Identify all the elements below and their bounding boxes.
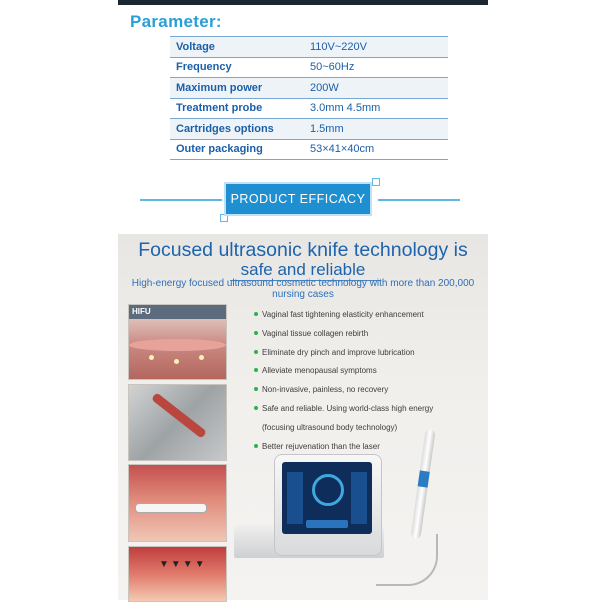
bullet-icon (254, 331, 258, 335)
list-item: Non-invasive, painless, no recovery (254, 385, 484, 394)
divider-right (378, 199, 460, 201)
param-value: 3.0mm 4.5mm (304, 98, 448, 119)
table-row (170, 78, 448, 99)
list-item: Better rejuvenation than the laser (254, 442, 484, 451)
list-item: Vaginal fast tightening elasticity enhancement (254, 310, 484, 319)
device-cable (376, 534, 438, 586)
gauge-icon (312, 474, 344, 506)
probe-anatomy-image (128, 384, 227, 461)
bullet-icon (254, 368, 258, 372)
corner-decoration (372, 178, 380, 186)
probe-insertion-image (128, 464, 227, 542)
divider-left (140, 199, 222, 201)
parameter-title: Parameter: (130, 12, 222, 31)
param-value: 50~60Hz (304, 57, 448, 78)
hifu-skin-layers-image (128, 304, 227, 380)
top-bar (118, 0, 488, 5)
headline-line2: safe and reliable (240, 260, 366, 279)
table-row (170, 139, 448, 160)
list-item: Vaginal tissue collagen rebirth (254, 329, 484, 338)
bullet-icon (254, 444, 258, 448)
table-row (170, 57, 448, 78)
table-row (170, 98, 448, 119)
headline-subtitle: High-energy focused ultrasound cosmetic technology with more than 200,000 nursing cases (131, 278, 475, 300)
param-value: 53×41×40cm (304, 139, 448, 160)
bullet-icon (254, 406, 258, 410)
bullet-icon (254, 387, 258, 391)
param-value: 110V~220V (304, 37, 448, 58)
list-item: Safe and reliable. Using world-class high energy (254, 404, 484, 413)
table-row (170, 37, 448, 58)
param-key: Frequency (176, 61, 232, 74)
product-efficacy-label: PRODUCT EFFICACY (224, 182, 372, 216)
image-caption: HIFU (132, 307, 151, 316)
param-key: Maximum power (176, 81, 263, 94)
feature-list (254, 310, 484, 460)
bullet-icon (254, 350, 258, 354)
param-key: Treatment probe (176, 102, 263, 115)
list-item: Eliminate dry pinch and improve lubrication (254, 348, 484, 357)
param-value: 1.5mm (304, 119, 448, 140)
parameter-table (170, 36, 448, 160)
param-key: Cartridges options (176, 122, 274, 135)
tissue-treatment-image: ▼▼▼▼ (128, 546, 227, 602)
table-row (170, 119, 448, 140)
param-key: Outer packaging (176, 143, 263, 156)
device-unit (274, 454, 380, 554)
param-value: 200W (304, 78, 448, 99)
feature-panel (118, 234, 488, 600)
list-item: Alleviate menopausal symptoms (254, 366, 484, 375)
device-screen (282, 462, 372, 534)
headline-line1: Focused ultrasonic knife technology is (138, 239, 468, 261)
bullet-icon (254, 312, 258, 316)
product-efficacy-banner (140, 178, 460, 222)
param-key: Voltage (176, 40, 215, 53)
list-item: (focusing ultrasound body technology) (262, 422, 398, 432)
